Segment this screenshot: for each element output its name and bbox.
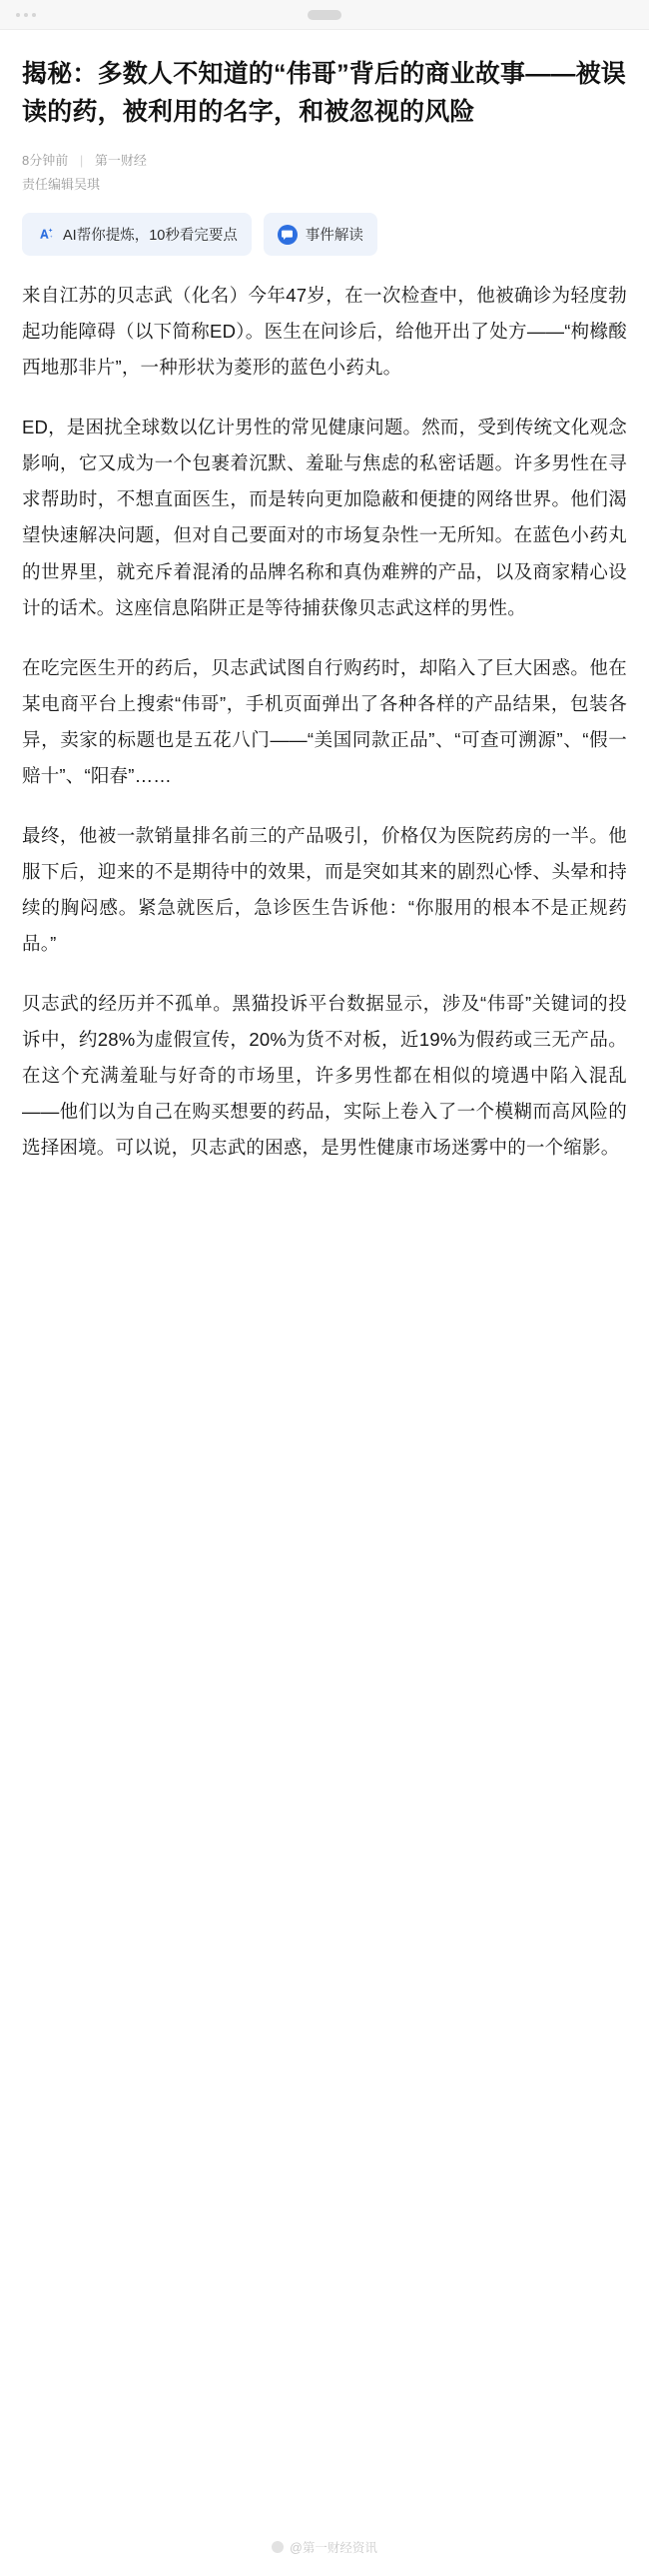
article-body bbox=[22, 278, 627, 1166]
paragraph: ED，是困扰全球数以亿计男性的常见健康问题。然而，受到传统文化观念影响，它又成为一个包裹着沉默、羞耻与焦虑的私密话题。许多男性在寻求帮助时，不想直面医生，而是转向更加隐蔽和便捷的网络世界。他们渴望快速解决问题，但对自己要面对的市场复杂性一无所知。在蓝色小药丸的世界里，就充斥着混淆的品牌名称和真伪难辨的产品，以及商家精心设计的话术。这座信息陷阱正是等待捕获像贝志武这样的男性。 bbox=[22, 417, 627, 618]
ai-sparkle-icon bbox=[36, 225, 55, 244]
publish-time: 8分钟前 bbox=[22, 153, 69, 168]
chat-bubble-icon bbox=[278, 225, 298, 245]
paragraph: 来自江苏的贝志武（化名）今年47岁，在一次检查中，他被确诊为轻度勃起功能障碍（以下简称ED）。医生在问诊后，给他开出了处方——“枸橼酸西地那非片”，一种形状为菱形的蓝色小药丸。 bbox=[22, 285, 627, 379]
article-meta bbox=[22, 149, 627, 197]
paragraph: 最终，他被一款销量排名前三的产品吸引，价格仅为医院药房的一半。他服下后，迎来的不是期待中的效果，而是突如其来的剧烈心悸、头晕和持续的胸闷感。紧急就医后，急诊医生告诉他：“你服用的根本不是正规药品。” bbox=[22, 824, 627, 955]
paragraph: 贝志武的经历并不孤单。黑猫投诉平台数据显示，涉及“伟哥”关键词的投诉中，约28%为虚假宣传，20%为货不对板，近19%为假药或三无产品。在这个充满羞耻与好奇的市场里，许多男性都在相似的境遇中陷入混乱——他们以为自己在购买想要的药品，实际上卷入了一个模糊而高风险的选择困境。可以说，贝志武的困惑，是男性健康市场迷雾中的一个缩影。 bbox=[22, 993, 627, 1159]
paragraph: 在吃完医生开的药后，贝志武试图自行购药时，却陷入了巨大困惑。他在某电商平台上搜索“伟哥”，手机页面弹出了各种各样的产品结果，包装各异，卖家的标题也是五花八门——“美国同款正品”、“可查可溯源”、“假一赔十”、“阳春”…… bbox=[22, 656, 627, 786]
footer-watermark bbox=[0, 2518, 649, 2576]
weibo-icon bbox=[272, 2541, 284, 2553]
watermark-text: @第一财经资讯 bbox=[290, 2541, 377, 2555]
action-chip-row bbox=[22, 213, 627, 256]
status-bar bbox=[0, 0, 649, 30]
editor-line bbox=[22, 173, 627, 197]
camera-notch-icon bbox=[308, 10, 341, 20]
editor-label: 责任编辑 bbox=[22, 177, 75, 193]
ai-summary-button[interactable] bbox=[22, 213, 252, 256]
page-title: 揭秘：多数人不知道的“伟哥”背后的商业故事——被误读的药，被利用的名字，和被忽视的风险 bbox=[22, 60, 627, 126]
ai-summary-label: AI帮你提炼，10秒看完要点 bbox=[63, 228, 238, 245]
article-source[interactable]: 第一财经 bbox=[94, 153, 147, 168]
article-container bbox=[0, 30, 649, 1190]
editor-name: 吴琪 bbox=[74, 177, 101, 193]
status-left-indicators bbox=[16, 11, 42, 19]
event-explainer-label: 事件解读 bbox=[305, 228, 363, 245]
event-explainer-button[interactable] bbox=[264, 213, 377, 256]
meta-divider: | bbox=[79, 153, 84, 168]
